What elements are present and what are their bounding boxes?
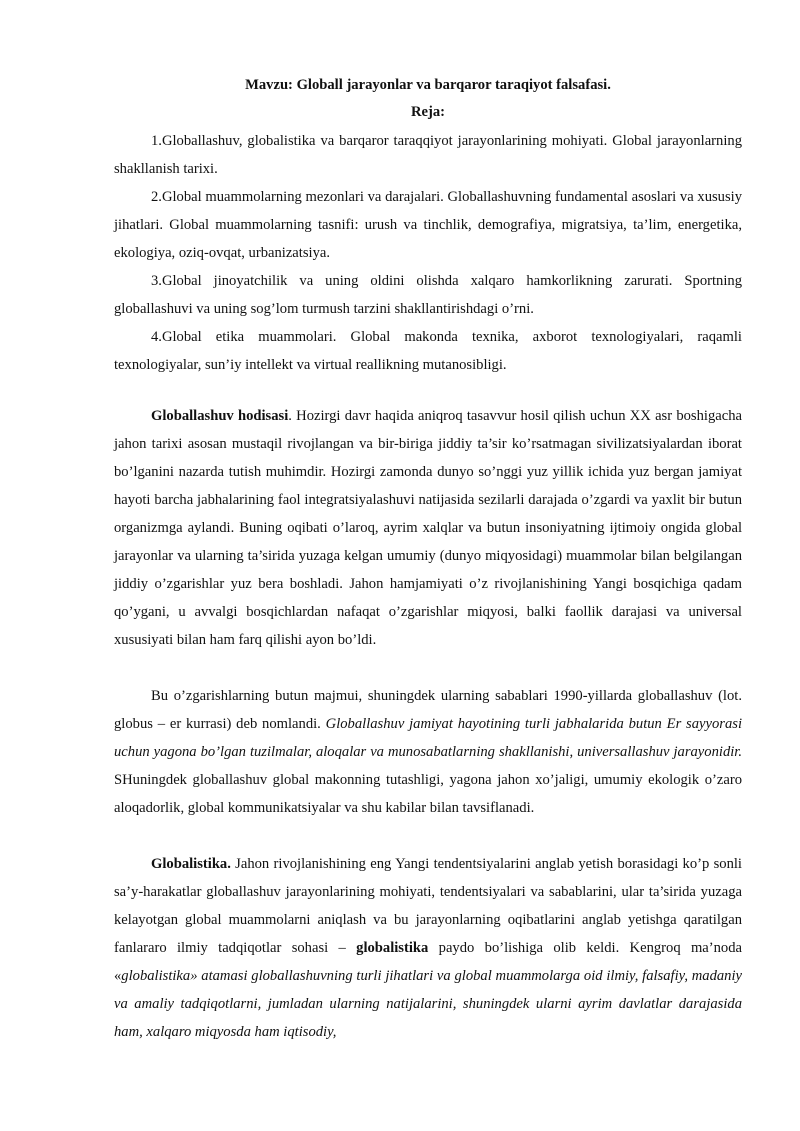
definition-italic: globalistika» atamasi globallashuvning turli jihatlari va global muammolarga oid ilmiy, falsafiy, madaniy va amaliy tadqiqotlarni, jumladan ularning natijalarini, shuningdek ularni ayrim davlatlar darajasida ham, xalqaro miqyosda ham iqtisodiy,	[114, 968, 742, 1040]
plan-item-2: 2.Global muammolarning mezonlari va darajalari. Globallashuvning fundamental asoslari va xususiy jihatlari. Global muammolarning tasnifi: urush va tinchlik, demografiya, migratsiya, ta’lim, energetika, ekologiya, oziq-ovqat, urbanizatsiya.	[114, 189, 742, 261]
plan-heading: Reja:	[410, 104, 446, 120]
paragraph-lead: Globallashuv hodisasi	[151, 408, 289, 424]
plan-item-1: 1.Globallashuv, globalistika va barqaror taraqqiyot jarayonlarining mohiyati. Global jarayonlarning shakllanish tarixi.	[114, 133, 742, 177]
plan-item-4: 4.Global etika muammolari. Global makonda texnika, axborot texnologiyalari, raqamli texnologiyalar, sun’iy intellekt va virtual reallikning mutanosibligi.	[114, 329, 742, 373]
paragraph-globallashuv	[114, 402, 742, 654]
page-title: Mavzu: Globall jarayonlar va barqaror taraqiyot falsafasi.	[245, 77, 611, 93]
paragraph-globalistika	[114, 850, 742, 1046]
paragraph-text: SHuningdek globallashuv global makonning tutashligi, yagona jahon xo’jaligi, umumiy ekologik o’zaro aloqadorlik, global kommunikatsiyalar va shu kabilar bilan tavsiflanadi.	[114, 772, 742, 816]
paragraph-lead: Globalistika.	[151, 856, 231, 872]
plan-item-3: 3.Global jinoyatchilik va uning oldini olishda xalqaro hamkorlikning zarurati. Sportning globallashuvi va uning sog’lom turmush tarzini shakllantirishdagi o’rni.	[114, 273, 742, 317]
definition-italic: Globallashuv jamiyat hayotining turli jabhalarida butun Er sayyorasi uchun yagona bo’lgan tuzilmalar, aloqalar va munosabatlarning shakllanishi, universallashuv jarayonidir.	[114, 716, 742, 760]
paragraph-definition	[114, 682, 742, 822]
paragraph-text: paydo bo’lishiga olib keldi. Kengroq ma’noda «	[114, 940, 743, 984]
paragraph-text: Bu o’zgarishlarning butun majmui, shuningdek ularning sabablari 1990-yillarda globallashuv (lot. globus – er kurrasi) deb nomlandi.	[114, 688, 742, 732]
term-bold: globalistika	[356, 940, 429, 956]
paragraph-text: . Hozirgi davr haqida aniqroq tasavvur hosil qilish uchun XX asr boshigacha jahon tarixi asosan mustaqil rivojlangan va bir-biriga jiddiy ta’sir ko’rsatmagan sivilizatsiyalardan iborat bo’lganini nazarda tutish muhimdir. Hozirgi zamonda dunyo so’nggi yuz yillik ichida yuz bergan jamiyat hayoti barcha jabhalarining faol integratsiyalashuvi natijasida sezilarli darajada o’zgardi va yaxlit bir butun organizmga aylandi. Buning oqibati o’laroq, ayrim xalqlar va butun insoniyatning ijtimoiy ongida global jarayonlar va ularning ta’sirida yuzaga kelgan umumiy (dunyo miqyosidagi) muammolar bilan belgilangan jiddiy o’zgarishlar yuz bera boshladi. Jahon hamjamiyati o’z rivojlanishining Yangi bosqichiga qadam qo’ygani, u avvalgi bosqichlardan nafaqat o’zgarishlar miqyosi, balki faollik darajasi va universal xususiyati bilan ham farq qilishi ayon bo’ldi.	[114, 408, 742, 648]
paragraph-text: Jahon rivojlanishining eng Yangi tendentsiyalarini anglab yetish borasidagi ko’p sonli sa’y-harakatlar globallashuv jarayonlarining mohiyati, tendentsiyalari va sabablarini, ular ta’sirida yuzaga kelayotgan global muammolarni aniqlash va bu jarayonlarning oqibatlarini anglab yetishga qaratilgan fanlararo ilmiy tadqiqotlar sohasi –	[114, 856, 742, 956]
